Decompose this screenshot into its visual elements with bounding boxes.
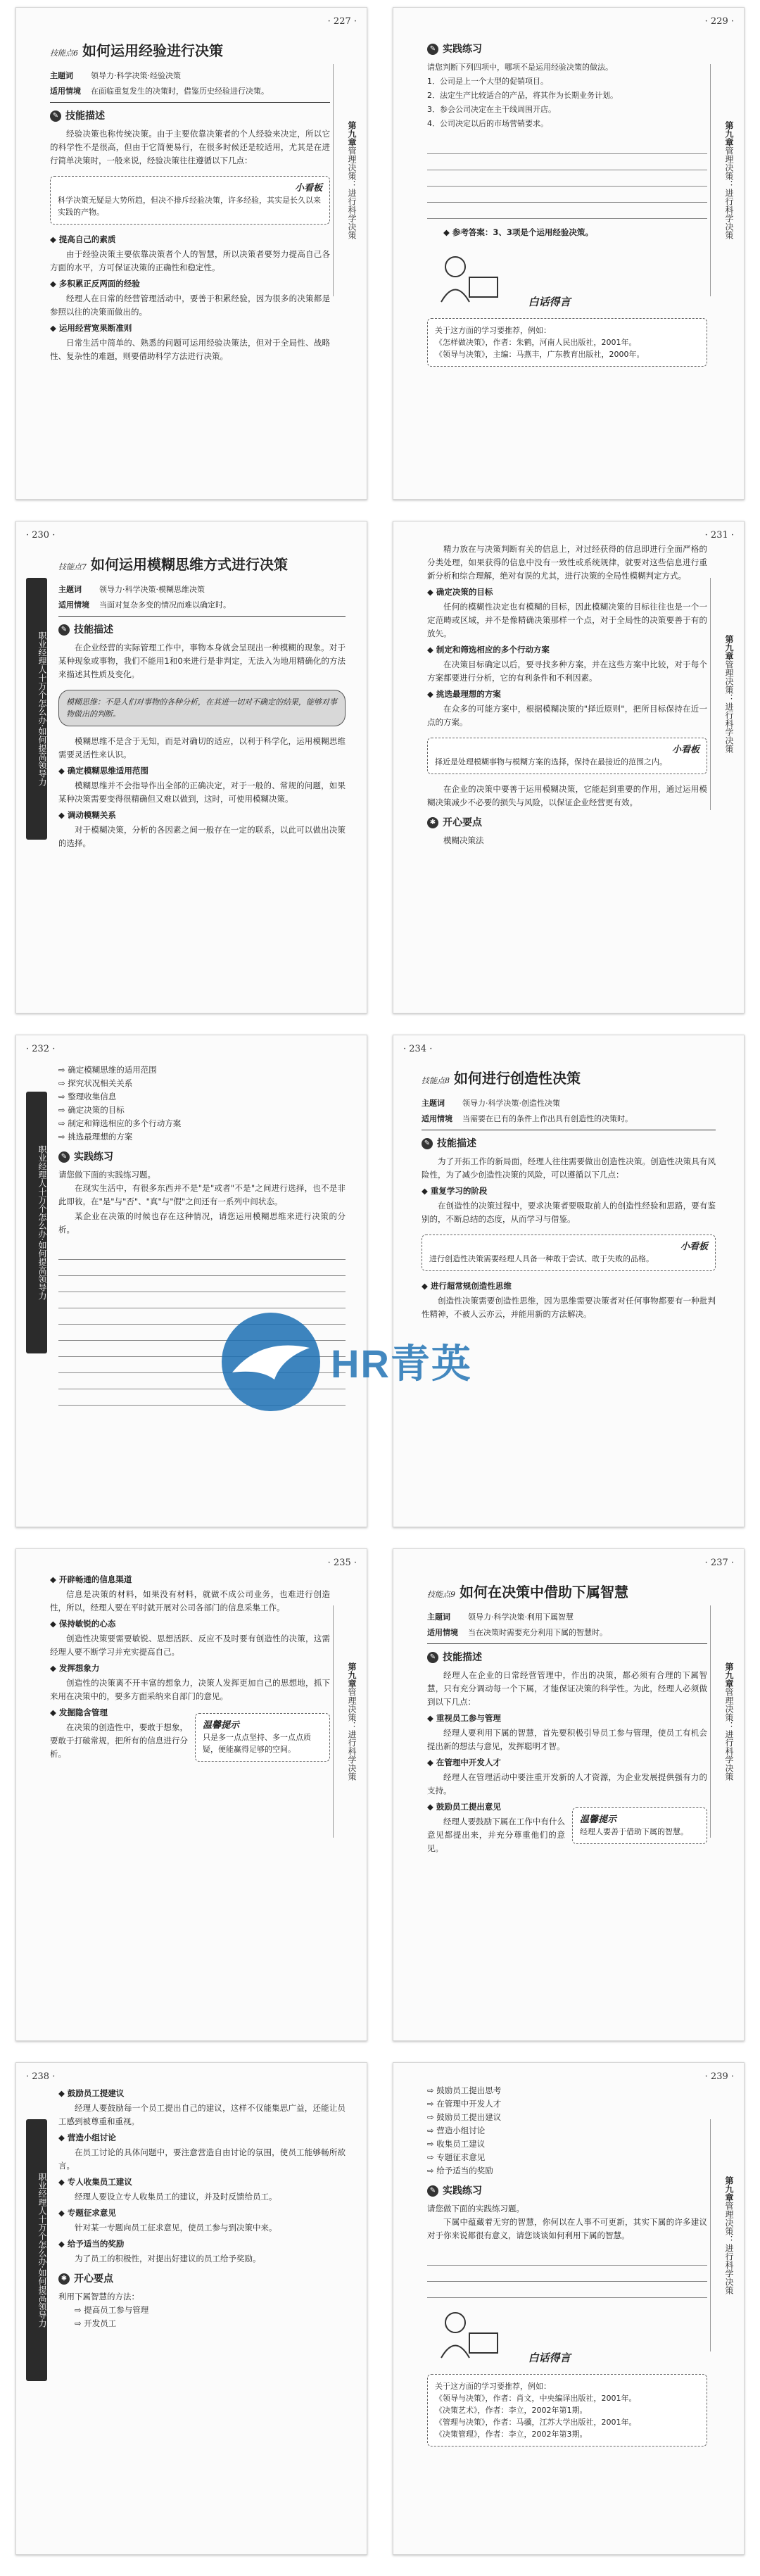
quiz <box>427 61 707 131</box>
bullet-text: 对于模糊决策，分析的各因素之间一般存在一定的联系，以此可以做出决策的选择。 <box>58 825 346 848</box>
answer-lines <box>58 1244 346 1406</box>
bullet-text: 经理人在日常的经营管理活动中，要善于积累经验，因为很多的决策都是参照以往的决策而做出的。 <box>50 293 330 317</box>
bullet-heading: ◆ 开辟畅通的信息渠道 <box>50 1573 330 1586</box>
paragraph: 模糊思维不是含于无知，而是对确切的适应，以利于科学化，运用模糊思维需要灵活性来认识。 <box>58 736 346 759</box>
bullet-heading: ◆ 专题征求意见 <box>58 2206 346 2220</box>
list-item: ⇨ 在管理中开发人才 <box>427 2097 707 2111</box>
tip-box: 小看板 择近是处理模糊事物与模糊方案的选择，保持在最接近的范围之内。 <box>427 738 707 774</box>
steps-list <box>58 1063 346 1144</box>
pencil-icon: ✎ <box>427 44 438 55</box>
tip-box: 小看板 进行创造性决策需要经理人具备一种敢于尝试、敢于失败的品格。 <box>422 1235 716 1271</box>
bullet-heading: ◆ 鼓励员工提建议 <box>58 2087 346 2100</box>
paragraph: 经验决策也称传统决策。由于主要依靠决策者的个人经验来决定，所以它的科学性不是很高，但由于它简便易行，在很多时候还是较适用，尤其是在进行简单决策时，一般来说，经验决策往往遵循以下几点： <box>50 129 330 165</box>
list-item: ⇨ 给予适当的奖励 <box>427 2164 707 2178</box>
page-237 <box>393 1548 745 2041</box>
reading-item: 《怎样做决策》，作者：朱鹤，河南人民出版社，2001年。 <box>435 338 637 347</box>
bullet-heading: ◆ 营造小组讨论 <box>58 2131 346 2145</box>
reading-item: 《领导与决策》，主编：马燕丰，广东教育出版社，2000年。 <box>435 350 645 359</box>
answer-lines <box>427 138 707 219</box>
divider <box>427 1643 707 1644</box>
page-number: · 229 · <box>704 16 734 27</box>
page-239 <box>393 2062 745 2555</box>
highlight-box: 模糊思维：不是人们对事物的各种分析，在其进一切对不确定的结果，能够对事物做出的判断。 <box>58 690 346 726</box>
list-item: ⇨ 提高员工参与管理 <box>75 2304 346 2317</box>
book-rail: 职业经理人十万个怎么办·如何提高领导力 <box>26 1092 47 1353</box>
section-heading: ✱ 开心要点 <box>427 816 707 830</box>
paragraph: 在企业的决策中要善于运用模糊决策，它能起到重要的作用，通过运用模糊决策减少不必要的损失与风险，以保证企业经营更有效。 <box>427 784 707 807</box>
page-number: · 232 · <box>26 1044 56 1054</box>
bullet-text: 在决策目标确定以后，要寻找多种方案，并在这些方案中比较，对于每个方案都要进行分析，它的有利条件和不利因素。 <box>427 659 707 683</box>
divider <box>50 102 330 103</box>
page-number: · 230 · <box>26 530 56 541</box>
page-235 <box>15 1548 367 2041</box>
page-body <box>422 1063 716 1513</box>
quiz-intro: 请您做下面的实践练习题。 <box>427 2204 524 2214</box>
bullet-heading: ◆ 提高自己的素质 <box>50 233 330 246</box>
list-item: ⇨ 确定决策的目标 <box>58 1104 346 1117</box>
section-heading: ✎ 技能描述 <box>427 1651 707 1665</box>
list-item: ⇨ 专题征求意见 <box>427 2151 707 2164</box>
bullet-text: 针对某一专题向员工征求意见，使员工参与到决策中来。 <box>75 2223 277 2233</box>
pencil-icon: ✎ <box>58 1151 70 1163</box>
bullet-text: 创造性决策要需要敏锐、思想活跃、反应不及时要有创造性的决策，这需经理人要不断学习并充实提高自己。 <box>50 1634 330 1657</box>
bullet-heading: ◆ 运用经营宽果断准则 <box>50 322 330 335</box>
list-item: ⇨ 制定和筛选相应的多个行动方案 <box>58 1117 346 1130</box>
page-number: · 231 · <box>704 530 734 541</box>
page-title: 技能点9 如何在决策中借助下属智慧 <box>427 1584 628 1600</box>
bullet-text: 在众多的可能方案中，根据模糊决策的"择近原则"，把所目标保持在近一点的方案。 <box>427 704 707 727</box>
paragraph: 某企业在决策的时候也存在这种情况，请您运用模糊思维来进行决策的分析。 <box>58 1211 346 1235</box>
bullet-heading: ◆ 发掘隐含管理 <box>50 1706 330 1719</box>
summary-intro: 利用下属智慧的方法： <box>58 2292 139 2302</box>
paragraph: 为了开拓工作的新局面，经理人往往需要做出创造性决策。创造性决策具有风险性，为了减少创造性决策的风险，可以遵循以下几点： <box>422 1156 716 1180</box>
reading-item: 《领导与决策》，作者：肖文，中央编译出版社，2001年。 <box>435 2394 637 2403</box>
bullet-text: 经理人要鼓励每一个员工提出自己的建议，这样不仅能集思广益，还能让员工感到被尊重和重视。 <box>58 2103 346 2126</box>
bullet-text: 模糊思维并不会指导作出全部的正确决定，对于一般的、常规的问题，如果某种决策需要变得很精确但又难以做到，这时，可使用模糊决策。 <box>58 781 346 804</box>
notice-box: 温馨提示 只是多一点点坚持、多一点点质疑，便能赢得足够的空间。 <box>195 1713 330 1762</box>
page-232 <box>15 1035 367 1527</box>
bullet-heading: ◆ 鼓励员工提出意见 <box>427 1800 707 1814</box>
page-229 <box>393 7 745 500</box>
pencil-icon: ✎ <box>422 1138 433 1149</box>
bullet-text: 创造性决策需要创造性思维，因为思维需要决策者对任何事物都要有一种批判性精神，不被人云亦云，并能用新的方法解决。 <box>422 1296 716 1319</box>
meta-keyword: 主题词 领导力·科学决策·模糊思维决策 <box>58 585 205 594</box>
list-item: ⇨ 开发员工 <box>75 2317 346 2330</box>
divider <box>58 616 346 617</box>
book-rail: 职业经理人十万个怎么办·如何提高领导力 <box>26 578 47 840</box>
watermark-text: HR青英 <box>331 1341 472 1386</box>
list-item: ⇨ 鼓励员工提出思考 <box>427 2084 707 2097</box>
chapter-rail: 第九章管理决策：进行科学决策 <box>710 2119 734 2351</box>
book-rail: 职业经理人十万个怎么办·如何提高领导力 <box>26 2119 47 2381</box>
reading-item: 《决策艺术》，作者：李立，2002年第1期。 <box>435 2406 588 2415</box>
tip-box: 小看板 科学决策无疑是大势所趋，但决不排斥经验决策，许多经验，其实是长久以来实践的产物。 <box>50 176 330 225</box>
bullet-text: 由于经验决策主要依靠决策者个人的智慧，所以决策者要努力提高自己各方面的水平，方可保证决策的正确性和稳定性。 <box>50 249 330 272</box>
page-body <box>58 550 346 999</box>
quiz-option: 3．参会公司决定在主干线周围开店。 <box>427 105 556 114</box>
reading-header <box>427 249 707 310</box>
bullet-text: 经理人要设立专人收集员工的建议，并及时反馈给员工。 <box>75 2192 277 2202</box>
summary-text: 模糊决策法 <box>443 835 484 845</box>
list-item: ⇨ 整理收集信息 <box>58 1090 346 1104</box>
key-icon: ✱ <box>427 817 438 828</box>
pencil-icon: ✎ <box>58 624 70 636</box>
answer-text: ◆ 参考答案：3、3项是个运用经验决策。 <box>443 226 707 239</box>
paragraph: 在现实生活中，有很多东西并不是"是"或者"不是"之间进行选择，也不是非此即彼，在"是"与"否"、"真"与"假"之间还有一系列中间状态。 <box>58 1183 346 1206</box>
bullet-text: 在员工讨论的具体问题中，要注意营造自由讨论的氛围，使员工能够畅所欲言。 <box>58 2147 346 2171</box>
paragraph: 下属中蕴藏着无穷的智慧，你何以在人事不可更新，其实下属的许多建议对于你来说都很有意义，请您谈谈如何利用下属的智慧。 <box>427 2217 707 2240</box>
bullet-text: 为了员工的积极性，对提出好建议的员工给予奖励。 <box>75 2254 261 2264</box>
tip-box-label: 小看板 <box>671 745 699 755</box>
page-body <box>427 36 707 485</box>
bullet-text: 经理人要鼓励下属在工作中有什么意见都提出来，并充分尊重他们的意见。 <box>427 1817 565 1853</box>
reading-item: 《决策管理》，作者：李立，2002年第3期。 <box>435 2430 588 2439</box>
quiz-intro: 请您判断下列四项中，哪项不是运用经验决策的做法。 <box>427 63 613 72</box>
section-heading: ✎ 技能描述 <box>50 110 330 123</box>
key-icon: ✱ <box>58 2273 70 2285</box>
page-238 <box>15 2062 367 2555</box>
bullet-heading: ◆ 专人收集员工建议 <box>58 2176 346 2189</box>
bullet-text: 日常生活中简单的、熟悉的问题可运用经验决策法，但对于全局性、战略性、复杂性的难题，则要借助科学方法进行决策。 <box>50 338 330 361</box>
tip-box-label: 小看板 <box>680 1242 708 1252</box>
reading-title: 白话得言 <box>528 296 571 308</box>
page-227 <box>15 7 367 500</box>
page-body <box>427 2084 707 2540</box>
notice-box: 温馨提示 经理人要善于借助下属的智慧。 <box>572 1807 707 1844</box>
list-item: ⇨ 营造小组讨论 <box>427 2124 707 2138</box>
quiz-option: 1．公司是上一个大型的促销项目。 <box>427 77 548 86</box>
bullet-heading: ◆ 进行超常规创造性思维 <box>422 1280 716 1293</box>
reading-header <box>427 2305 707 2366</box>
reading-person-illustration <box>427 249 526 305</box>
bullet-text: 在决策的创造性中，要敢于想象，要敢于打破常规，把所有的信息进行分析。 <box>50 1722 188 1759</box>
page-number: · 238 · <box>26 2071 56 2082</box>
quiz-intro: 请您做下面的实践练习题。 <box>58 1170 156 1180</box>
chapter-rail: 第九章管理决策：进行科学决策 <box>710 64 734 296</box>
bullet-heading: ◆ 保持敏锐的心态 <box>50 1617 330 1631</box>
bullet-heading: ◆ 重视员工参与管理 <box>427 1712 707 1725</box>
steps-list <box>427 2084 707 2178</box>
list-item: ⇨ 收集员工建议 <box>427 2138 707 2151</box>
chapter-rail: 第九章管理决策：进行科学决策 <box>333 64 357 296</box>
pencil-icon: ✎ <box>427 2185 438 2197</box>
bullet-text: 经理人在管理活动中要注重开发新的人才资源，为企业发展提供强有力的支持。 <box>427 1772 707 1795</box>
meta-context: 适用情境 当面对复杂多变的情况而难以确定时。 <box>58 600 231 610</box>
list-item: ⇨ 探究状况相关关系 <box>58 1077 346 1090</box>
bullet-heading: ◆ 重复学习的阶段 <box>422 1185 716 1198</box>
paragraph: 经理人在企业的日常经营管理中，作出的决策，都必须有合理的下属智慧，只有充分调动每一个下属，才能保证决策的科学性。为此，经理人必须做到以下几点： <box>427 1670 707 1707</box>
pencil-icon: ✎ <box>50 111 61 122</box>
page-body <box>50 1570 330 2026</box>
list-item: ⇨ 确定模糊思维的适用范围 <box>58 1063 346 1077</box>
section-heading: ✎ 实践练习 <box>58 1151 346 1164</box>
list-item: ⇨ 挑选最理想的方案 <box>58 1130 346 1144</box>
page-230 <box>15 521 367 1014</box>
paragraph: 在企业经营的实际管理工作中，事物本身就会呈现出一种模糊的现象。对于某种现象或事物，我们不能用1和0来进行是非判定，无法入为地用精确化的方法来描述其性质及变化。 <box>58 643 346 679</box>
tip-box-label: 小看板 <box>294 183 322 194</box>
section-heading: ✎ 实践练习 <box>427 43 707 56</box>
bullet-text: 信息是决策的材料，如果没有材料，就做不成公司业务，也难进行创造性，所以，经理人要在平时就开展对公司各部门的信息采集工作。 <box>50 1589 330 1612</box>
bullet-heading: ◆ 调动模糊关系 <box>58 809 346 822</box>
summary-list <box>75 2304 346 2330</box>
chapter-rail: 第九章管理决策：进行科学决策 <box>710 1605 734 1838</box>
page-title: 技能点7 如何运用模糊思维方式进行决策 <box>58 556 288 573</box>
bullet-text: 创造性的决策离不开丰富的想象力，决策人发挥更加自己的思想地，抓下来用在决策中的，要多方面采纳来自部门的意见。 <box>50 1678 330 1701</box>
meta-context: 适用情境 当在决策时需要充分利用下属的智慧时。 <box>427 1628 607 1637</box>
list-item: ⇨ 鼓励员工提出建议 <box>427 2111 707 2124</box>
pencil-icon: ✎ <box>427 1652 438 1663</box>
page-body <box>427 543 707 999</box>
chapter-rail: 第九章管理决策：进行科学决策 <box>710 578 734 810</box>
page-title: 技能点8 如何进行创造性决策 <box>422 1070 581 1087</box>
page-234 <box>393 1035 745 1527</box>
meta-context: 适用情境 在面临重复发生的决策时，借鉴历史经验进行决策。 <box>50 87 269 96</box>
page-body <box>58 1063 346 1513</box>
bullet-heading: ◆ 制定和筛选相应的多个行动方案 <box>427 643 707 657</box>
bullet-heading: ◆ 挑选最理想的方案 <box>427 688 707 701</box>
answer-lines <box>427 2249 707 2298</box>
meta-keyword: 主题词 领导力·科学决策·利用下属智慧 <box>427 1612 574 1622</box>
bullet-heading: ◆ 多积累正反两面的经验 <box>50 277 330 291</box>
bullet-text: 在创造性的决策过程中，要求决策者要吸取前人的创造性经验和思路，要有鉴别的，不断总结的态度，从而学习与借鉴。 <box>422 1201 716 1224</box>
bullet-heading: ◆ 给予适当的奖励 <box>58 2237 346 2251</box>
reading-person-illustration <box>427 2305 526 2361</box>
page-number: · 235 · <box>327 1558 357 1568</box>
chapter-rail: 第九章管理决策：进行科学决策 <box>333 1605 357 1838</box>
meta-keyword: 主题词 领导力·科学决策·创造性决策 <box>422 1099 560 1108</box>
bullet-heading: ◆ 确定模糊思维适用范围 <box>58 764 346 778</box>
reading-box: 关于这方面的学习要推荐，例如： 《怎样做决策》，作者：朱鹤，河南人民出版社，2001年。 《领导与决策》，主编：马燕丰，广东教育出版社，2000年。 <box>427 318 707 367</box>
page-231 <box>393 521 745 1014</box>
section-heading: ✎ 技能描述 <box>58 624 346 637</box>
page-number: · 237 · <box>704 1558 734 1568</box>
bullet-heading: ◆ 发挥想象力 <box>50 1662 330 1675</box>
page-number: · 239 · <box>704 2071 734 2082</box>
paragraph: 精力放在与决策判断有关的信息上，对过经获得的信息即进行全面严格的分类处理，如果获得的信息中没有一致性或系统规律，就要对这些信息进行重新分析和综合理解，绝对有误的尤其，进行决策的全局性模糊判定方式。 <box>427 544 707 581</box>
quiz-option: 2．法定生产比较适合的产品，将其作为长期业务计划。 <box>427 91 618 100</box>
reading-box: 关于这方面的学习要推荐，例如： 《领导与决策》，作者：肖文，中央编译出版社，2001年。 《决策艺术》，作者：李立，2002年第1期。 《管理与决策》，作者：马骥，江苏大学出版社，2001年。 《决策管理》，作者：李立，2002年第3期。 <box>427 2374 707 2446</box>
bullet-text: 任何的模糊性决定也有模糊的目标，因此模糊决策的目标往往也是一个一定范畴或区域，并不是像精确决策那样一个点，对于全局性的决策要善于有的放矢。 <box>427 602 707 638</box>
reading-title: 白话得言 <box>528 2351 571 2364</box>
section-heading: ✎ 实践练习 <box>427 2185 707 2198</box>
notice-box-title: 温馨提示 <box>580 1814 617 1825</box>
reading-item: 《管理与决策》，作者：马骥，江苏大学出版社，2001年。 <box>435 2418 637 2427</box>
quiz-option: 4．公司决定以后的市场营销要求。 <box>427 119 548 128</box>
bullet-text: 经理人要利用下属的智慧，首先要积极引导员工参与管理，使员工有机会提出新的想法与意见，发挥聪明才智。 <box>427 1728 707 1751</box>
meta-context: 适用情境 当需要在已有的条件上作出具有创造性的决策时。 <box>422 1114 633 1123</box>
section-heading: ✎ 技能描述 <box>422 1137 716 1151</box>
page-body <box>427 1577 707 2026</box>
page-body <box>50 36 330 485</box>
page-number: · 234 · <box>403 1044 433 1054</box>
bullet-heading: ◆ 在管理中开发人才 <box>427 1756 707 1769</box>
meta-keyword: 主题词 领导力·科学决策·经验决策 <box>50 71 181 80</box>
notice-box-title: 温馨提示 <box>203 1720 240 1731</box>
page-title: 技能点6 如何运用经验进行决策 <box>50 42 223 59</box>
page-body <box>58 2084 346 2540</box>
section-heading: ✱ 开心要点 <box>58 2273 346 2286</box>
bullet-heading: ◆ 确定决策的目标 <box>427 586 707 599</box>
page-number: · 227 · <box>327 16 357 27</box>
